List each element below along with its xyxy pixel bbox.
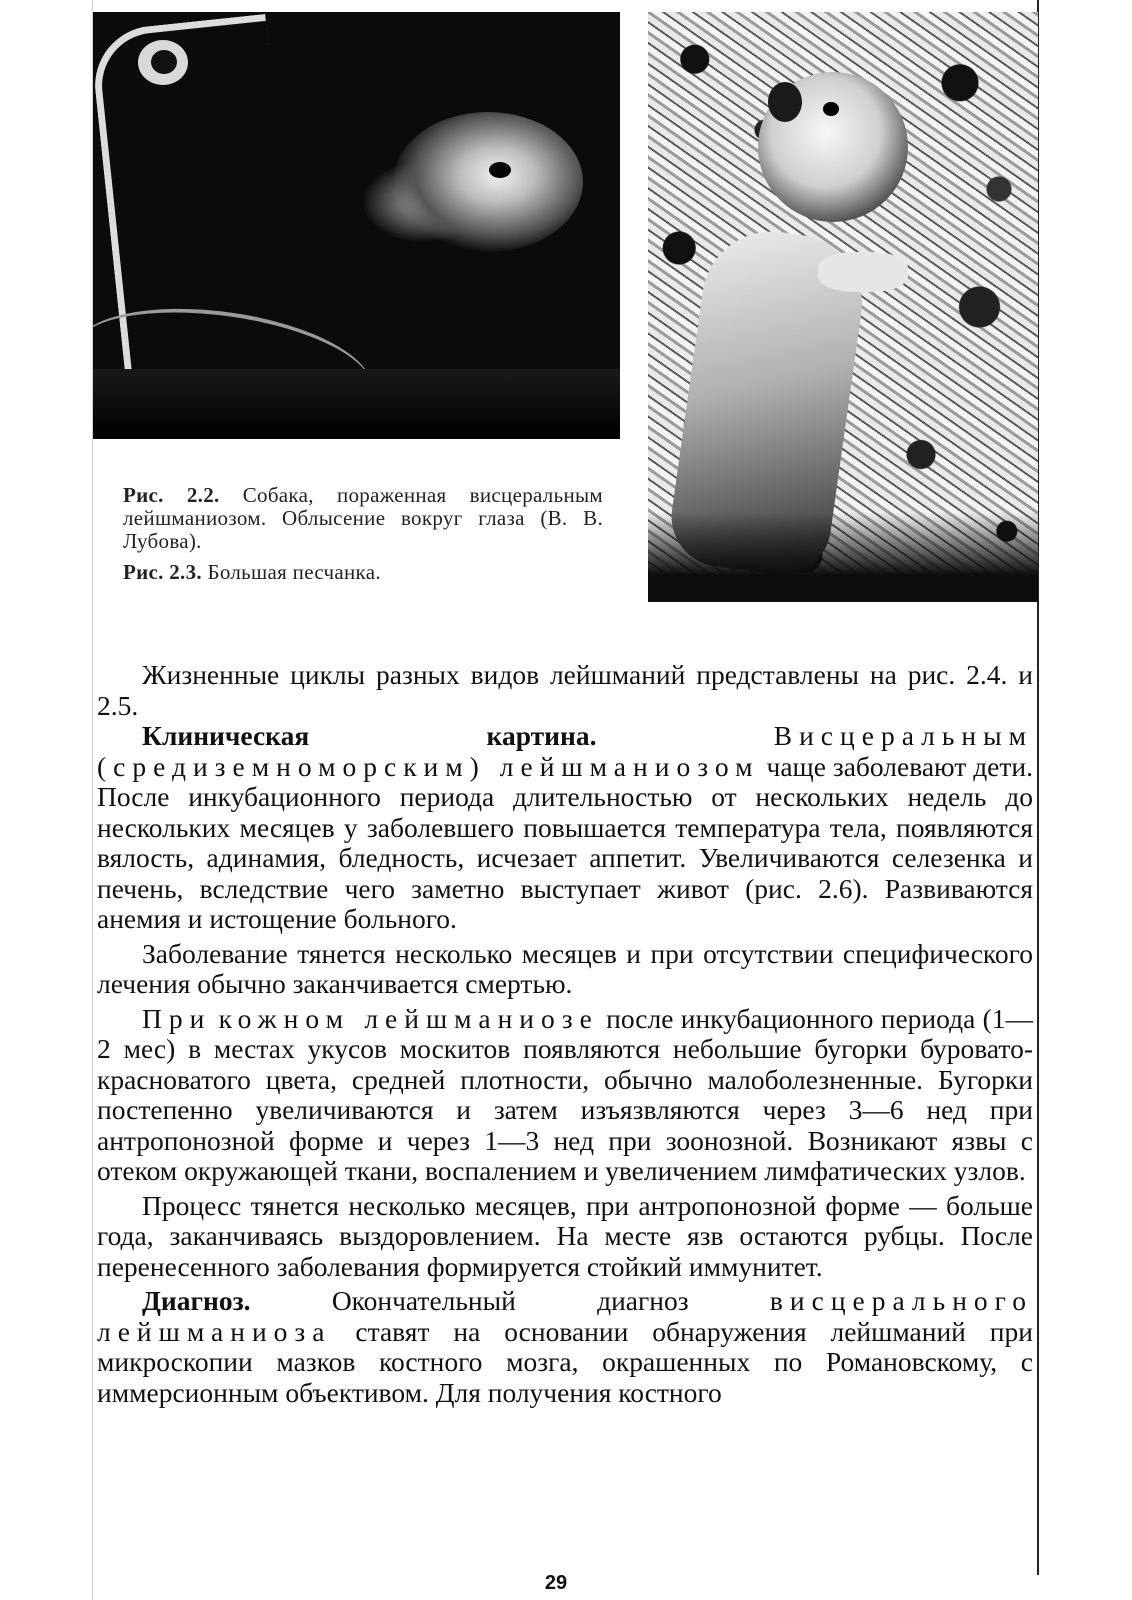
dog-eye [489, 162, 511, 178]
caption-fig-2-2 [123, 484, 603, 553]
text-diagnosis-pre: Окончательный диагноз [331, 1285, 689, 1316]
caption-label: Рис. 2.3. [123, 560, 202, 584]
text-diagnosis: ставят на основании обнаружения лейшманий при микроскопии мазков костного мозга, окрашенных по Романовскому, с иммерсионным объективом. Для получения костного [97, 1315, 1033, 1408]
paragraph-process: Процесс тянется несколько месяцев, при антропонозной форме — больше года, заканчиваясь выздоровлением. На месте язв остаются рубцы. После перенесенного заболевания формируется стойкий иммунитет. [97, 1189, 1033, 1282]
paragraph-life-cycles: Жизненные циклы разных видов лейшманий представлены на рис. 2.4. и 2.5. [97, 659, 1033, 721]
lead-word: При [142, 1002, 212, 1034]
emphasis-cutaneous: кожном лейшманиозе [218, 1002, 599, 1034]
figure-dog-photo [93, 12, 620, 439]
gerbil-paw [818, 252, 908, 292]
dog-photo-shadow [93, 369, 620, 439]
dog-ear-tip-shadow [151, 50, 177, 74]
page-number [0, 1572, 1132, 1595]
caption-fig-2-3 [123, 561, 603, 584]
gerbil-eye [823, 102, 839, 116]
body-text [97, 660, 1033, 1408]
paragraph-cutaneous [97, 1004, 1033, 1187]
page-number-text: 29 [544, 1572, 568, 1594]
heading-diagnosis: Диагноз. [142, 1285, 251, 1316]
dog-hair-loss-patch [393, 112, 583, 252]
caption-label: Рис. 2.2. [123, 483, 220, 507]
text-cutaneous: после инкубационного периода (1—2 мес) в местах укусов москитов появляются небольшие бугорки буровато-красноватого цвета, средней плотности, обычно малоболезненные. Бугорки постепенно увеличиваются и затем изъязвляются через 3—6 нед при антропонозной форме и через 1—3 нед при зоонозной. Возникают язвы с отеком окружающей ткани, воспалением и увеличением лимфатических узлов. [97, 1002, 1034, 1186]
heading-clinical-picture: Клиническая картина. [142, 720, 597, 751]
figure-captions [123, 484, 603, 592]
paragraph-clinical-picture [97, 721, 1033, 935]
text-clinical-picture: чаще заболевают дети. После инкубационного периода длительностью от нескольких недель до нескольких месяцев у заболевшего повышается температура тела, появляются вялость, адинамия, бледность, исчезает аппетит. Увеличиваются селезенка и печень, вследствие чего заметно выступает живот (рис. 2.6). Развиваются анемия и истощение больного. [97, 750, 1033, 934]
emphasis-visceral-leishmaniasis: висцерального лейшманиоза [97, 1285, 1034, 1347]
emphasis-visceral: Висцеральным (средиземноморским) лейшманиозом [97, 720, 1033, 782]
figure-gerbil-photo [648, 12, 1038, 602]
gerbil-ground-shadow [648, 512, 1038, 602]
paragraph-diagnosis [97, 1286, 1033, 1408]
gerbil-ear [768, 82, 802, 122]
caption-text: Собака, пораженная висцеральным лейшманиозом. Облысение вокруг глаза (В. В. Лубова). [123, 483, 603, 553]
caption-text: Большая песчанка. [207, 560, 381, 584]
paragraph-disease-course: Заболевание тянется несколько месяцев и при отсутствии специфического лечения обычно заканчивается смертью. [97, 937, 1033, 999]
